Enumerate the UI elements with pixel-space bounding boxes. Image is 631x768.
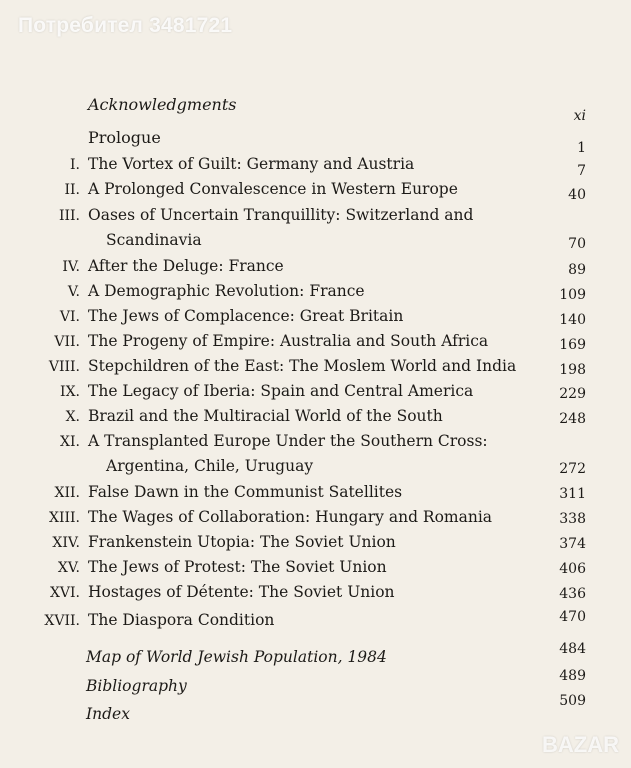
back-matter-page: 489 <box>559 668 586 684</box>
chapter-page: 374 <box>559 536 586 552</box>
chapter-page: 70 <box>568 236 586 252</box>
chapter-page: 229 <box>559 386 586 402</box>
front-matter-page: xi <box>573 108 586 124</box>
chapter-title: A Transplanted Europe Under the Southern Cross: <box>88 432 488 450</box>
chapter-page: 272 <box>559 461 586 477</box>
brand-logo: BAZAR <box>542 732 619 757</box>
chapter-number: V. <box>67 284 80 300</box>
chapter-number: II. <box>64 182 80 198</box>
chapter-number: IX. <box>60 384 80 400</box>
chapter-number: VI. <box>59 309 80 325</box>
chapter-title: The Progeny of Empire: Australia and South Africa <box>88 332 489 350</box>
chapter-title: Hostages of Détente: The Soviet Union <box>88 583 395 601</box>
chapter-number: III. <box>58 208 80 224</box>
chapter-number: VIII. <box>48 359 80 375</box>
back-matter-page: 509 <box>559 693 586 709</box>
chapter-title: The Jews of Protest: The Soviet Union <box>88 558 387 576</box>
chapter-number: XVI. <box>49 585 80 601</box>
chapter-page: 198 <box>559 362 586 378</box>
chapter-page: 109 <box>559 287 586 303</box>
chapter-title: A Prolonged Convalescence in Western Europe <box>88 180 458 198</box>
back-matter-title: Index <box>86 705 130 723</box>
chapter-title-continued: Argentina, Chile, Uruguay <box>106 457 314 475</box>
chapter-title: Brazil and the Multiracial World of the South <box>88 407 443 425</box>
chapter-number: XIII. <box>48 510 80 526</box>
chapter-page: 40 <box>568 187 586 203</box>
chapter-page: 470 <box>559 609 586 625</box>
chapter-title: A Demographic Revolution: France <box>88 282 365 300</box>
watermark-user: Потребител 3481721 <box>18 14 233 37</box>
chapter-title: The Vortex of Guilt: Germany and Austria <box>88 155 415 173</box>
chapter-number: XI. <box>60 434 80 450</box>
chapter-number: VII. <box>54 334 80 350</box>
front-matter-title: Prologue <box>88 128 161 147</box>
chapter-title: Oases of Uncertain Tranquillity: Switzerland and <box>88 206 474 224</box>
chapter-title: The Diaspora Condition <box>88 611 275 629</box>
chapter-number: X. <box>65 409 80 425</box>
chapter-title: Frankenstein Utopia: The Soviet Union <box>88 533 396 551</box>
chapter-title: False Dawn in the Communist Satellites <box>88 483 403 501</box>
back-matter-title: Map of World Jewish Population, 1984 <box>86 648 387 666</box>
chapter-number: IV. <box>62 259 80 275</box>
chapter-page: 436 <box>559 586 586 602</box>
chapter-number: XVII. <box>44 613 80 629</box>
chapter-title: Stepchildren of the East: The Moslem World and India <box>88 357 517 375</box>
chapter-number: XIV. <box>52 535 80 551</box>
chapter-title: After the Deluge: France <box>88 257 284 275</box>
chapter-page: 338 <box>559 511 586 527</box>
back-matter-page: 484 <box>559 641 586 657</box>
chapter-number: I. <box>70 157 80 173</box>
back-matter-title: Bibliography <box>86 677 187 695</box>
chapter-page: 406 <box>559 561 586 577</box>
chapter-number: XII. <box>54 485 80 501</box>
chapter-page: 311 <box>559 486 586 502</box>
chapter-page: 89 <box>568 262 586 278</box>
chapter-page: 169 <box>559 337 586 353</box>
chapter-title-continued: Scandinavia <box>106 231 202 249</box>
chapter-page: 7 <box>577 163 586 179</box>
chapter-page: 248 <box>559 411 586 427</box>
front-matter-page: 1 <box>577 140 586 156</box>
chapter-title: The Legacy of Iberia: Spain and Central America <box>88 382 474 400</box>
chapter-title: The Jews of Complacence: Great Britain <box>88 307 404 325</box>
chapter-page: 140 <box>559 312 586 328</box>
front-matter-title: Acknowledgments <box>88 95 237 114</box>
chapter-title: The Wages of Collaboration: Hungary and Romania <box>88 508 493 526</box>
chapter-number: XV. <box>57 560 80 576</box>
